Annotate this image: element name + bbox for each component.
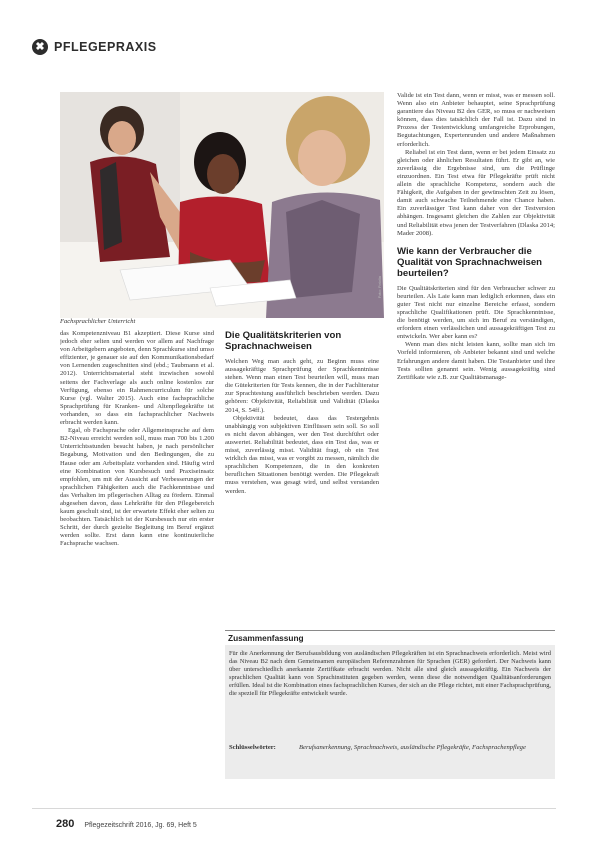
paragraph: Objektivität bedeutet, dass das Testergebnis unabhängig von subjektiven Einflüssen sein soll. So soll es nicht davon abhängen, wer den Test durchführt oder auswertet. Reliabilität bedeutet, dass ein Test das, was er misst, zuverlässig misst. Validität fragt, ob ein Test wirklich das misst, was er vorgibt zu messen, nämlich die sprachlichen Kompetenzen, die in den konkreten beruflichen Situationen benötigt werden. Die Pflegekraft muss verstehen, was gesagt wird, und selbst verstanden werden. [225,414,379,495]
page-number: 280 [56,818,75,830]
paragraph: Valide ist ein Test dann, wenn er misst, was er messen soll. Wenn also ein Anbieter behauptet, seine Sprachprüfung garantiere das Niveau B2 des GER, so muss er nachweisen können, dass dies tatsächlich der Fall ist. Dazu sind in Prozess der Testentwicklung umfangreiche Erprobungen, Begutachtungen, Expertenrunden und andere Maßnahmen erforderlich. [397,92,555,148]
section-cross-icon: ✖ [32,39,48,55]
keywords-values: Berufsanerkennung, Sprachnachweis, ausländische Pflegekräfte, Fachsprachenpflege [299,744,526,751]
section-heading-consumer: Wie kann der Verbraucher die Qualität von Sprachnachweisen beurteilen? [397,245,543,279]
paragraph: Reliabel ist ein Test dann, wenn er bei jedem Einsatz zu gleichen oder ähnlichen Resultaten führt. Er gibt an, wie zuverlässig die Ergebnisse sind, um die Prüflinge einzuordnen. Ein Test etwa für Pflegekräfte prüft nicht allein die sprachliche Kompetenz, sondern auch die Fähigkeit, die Aufgaben in der gewünschten Zeit zu lösen, damit auch schwache Teilnehmende eine Chance haben. Ein zuverlässiger Test kann daher von der Testversion abhängen. Insgesamt gleichen die Zahlen zur Objektivität und Reliabilität etwa jenen der Testverfahren (Dlaska 2014; Mader 2008). [397,148,555,237]
keywords-row [229,744,551,752]
summary-content [225,645,555,779]
article-photo [60,92,384,318]
footer-divider [32,808,556,809]
summary-text: Für die Anerkennung der Berufsausbildung von ausländischen Pflegekräften ist ein Sprachnachweis erforderlich. Meist wird das Niveau B2 nach dem Gemeinsamen europäischen Referenzrahmen für Sprachen (GER) gefordert. Der Nachweis kann über unterschiedlich anerkannte Zertifikate erbracht werden. Nicht alle sind gleich aussagekräftig. Ein Nachweis der sprachlichen Qualität kann von Sprachinstituten gegeben werden, wenn diese die notwendigen Qualitätsanforderungen erfüllen. Ideal ist die Kombination eines fachsprachlichen Kurses, der sich an die Pflege richtet, mit einer Fachsprachprüfung, die speziell für Pflegekräfte entwickelt wurde. [229,650,551,698]
middle-text-column [225,330,379,624]
keywords-label: Schlüsselwörter: [229,744,276,751]
section-title: PFLEGEPRAXIS [54,40,157,54]
left-text-column [60,330,214,786]
paragraph: Wenn man dies nicht leisten kann, sollte man sich im Vorfeld informieren, ob Anbieter bekannt sind und welche Erfahrungen andere damit haben. Die Testanbieter und ihre Tests sollten genannt sein. Wenig aussagekräftig sind Zertifikate wie z.B. zur Qualitätsmanage- [397,341,555,381]
right-text-column [397,92,555,624]
paragraph: das Kompetenzniveau B1 akzeptiert. Diese Kurse sind jedoch eher selten und werden vor allem auf Nachfrage von Arbeitgebern angeboten, denn Sprachkurse sind umso effizienter, je genauer sie auf den Kommunikationsbedarf von Lernenden zugeschnitten sind (ebd.; Taubmann et al. 2012). Unterrichtsmaterial steht inzwischen sowohl seitens der Fachverlage als auch online kostenlos zur Verfügung, ebenso ein Rahmencurriculum für solche Kurse (vgl. Walter 2015). Auch eine fachsprachliche Sprachprüfung für Kranken- und Altenpflegekräfte ist vorhanden, so dass ein fachsprachlicher Nachweis erbracht werden kann. [60,330,214,427]
paragraph: Welchen Weg man auch geht, zu Beginn muss eine aussagekräftige Sprachprüfung der Sprachkenntnisse stehen. Wenn man einen Test beurteilen will, muss man die Gütekriterien für Tests kennen, die in der Fachliteratur zur Sprachtestung ausführlich beschrieben werden. Dazu gehören: Objektivität, Reliabilität und Validität (Dlaska 2014, S. 54ff.). [225,358,379,414]
page-footer [56,818,197,830]
classroom-photo-illustration [60,92,384,318]
paragraph: Egal, ob Fachsprache oder Allgemeinsprache auf dem B2-Niveau erreicht werden soll, muss man 700 bis 1.200 Unterrichtsstunden besucht haben, je nach persönlicher Begabung, Motivation und den Bedingungen, die zu Hause oder am Arbeitsplatz vorhanden sind. Häufig wird eine Kombination von Kursbesuch und Praxiseinsatz empfohlen, um mit der Aussicht auf Verbesserungen der sprachlichen Fähigkeiten auch die Fachkenntnisse und das Verhalten im pflegerischen Alltag zu fördern. Einmal abgesehen davon, dass Lehrkräfte für den Pflegebereich kaum geschult sind, ist der erwartete Effekt eher selten zu beobachten. Tatsächlich ist der Kursbesuch nur ein erster Schritt, der durch gezielte Begleitung im Beruf ergänzt werden sollte. Erst dann kann eine kontinuierliche Fachsprache wachsen. [60,427,214,548]
journal-citation: Pflegezeitschrift 2016, Jg. 69, Heft 5 [84,822,197,829]
section-header [32,38,157,56]
summary-box [225,630,555,782]
paragraph: Die Qualitätskriterien sind für den Verbraucher schwer zu beurteilen. Als Laie kann man lediglich erkennen, dass ein guter Test nicht nur einzelne Bereiche erfasst, sondern sprachliche Qualifikationen prüft. Die Sprachkenntnisse, die benötigt werden, um sich im Beruf zu verständigen, erfordern einen verlässlichen und aussagekräftigen Test zu entwickeln. Wer aber kann es? [397,284,555,341]
photo-credit: Foto: Fotolia [377,275,382,298]
section-heading-quality-criteria: Die Qualitätskriterien von Sprachnachweisen [225,330,342,352]
summary-title: Zusammenfassung [228,633,304,643]
photo-caption: Fachsprachlicher Unterricht [60,318,136,325]
